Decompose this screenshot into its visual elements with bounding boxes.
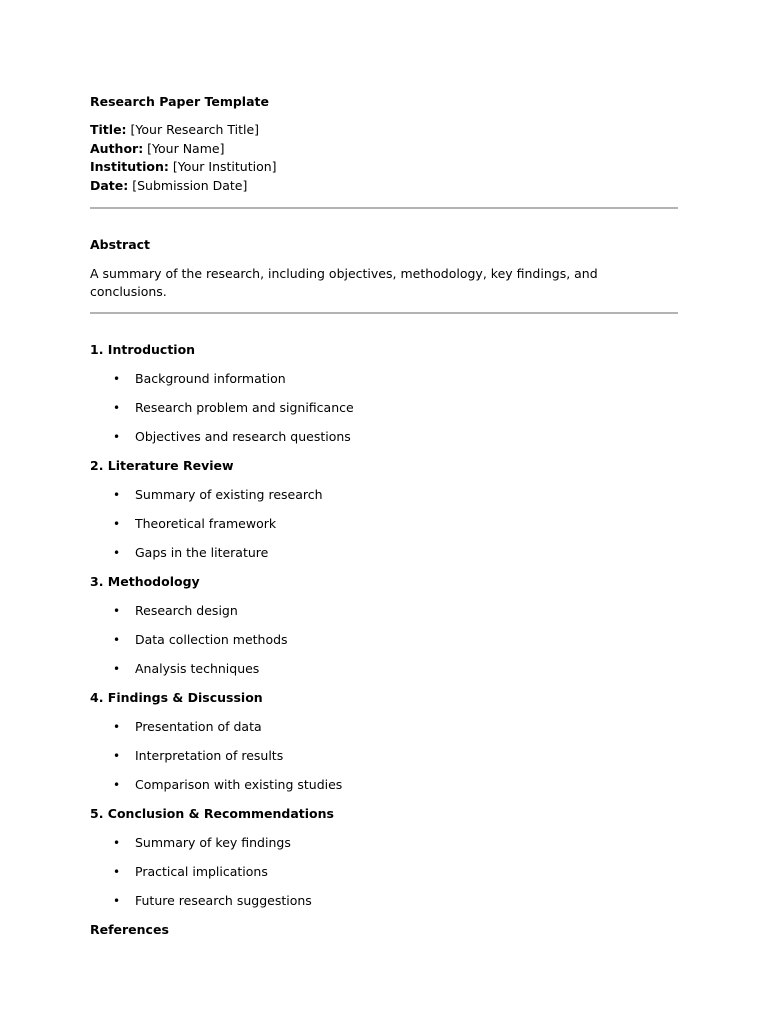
meta-value: [Your Name] <box>143 140 225 156</box>
meta-label: Institution: <box>90 159 169 174</box>
bullet-icon: • <box>113 662 121 676</box>
references-heading: References <box>90 922 169 937</box>
metadata-block <box>90 121 678 195</box>
list-item <box>90 370 678 388</box>
list-item <box>90 631 678 649</box>
bullet-icon: • <box>113 865 121 879</box>
list-item-text: Data collection methods <box>135 632 288 647</box>
section-heading: 4. Findings & Discussion <box>90 690 263 705</box>
meta-value: [Your Institution] <box>168 159 277 174</box>
bullet-icon: • <box>113 894 121 908</box>
list-item <box>90 892 678 910</box>
bullet-icon: • <box>113 749 121 763</box>
list-item <box>90 399 678 417</box>
list-item <box>90 776 678 794</box>
meta-value: [Submission Date] <box>128 177 248 193</box>
list-item <box>90 863 678 881</box>
divider <box>90 207 678 209</box>
list-item-text: Objectives and research questions <box>135 429 351 444</box>
list-item-text: Summary of existing research <box>135 487 323 502</box>
divider <box>90 312 678 314</box>
bullet-icon: • <box>113 778 121 792</box>
meta-label: Title: <box>90 122 127 137</box>
list-item-text: Research problem and significance <box>135 400 354 415</box>
document-title: Research Paper Template <box>90 94 269 109</box>
bullet-icon: • <box>113 488 121 502</box>
list-item-text: Research design <box>135 603 238 618</box>
section <box>90 573 678 678</box>
bullet-icon: • <box>113 836 121 850</box>
section-heading: 3. Methodology <box>90 574 200 589</box>
list-item-text: Background information <box>135 371 286 386</box>
meta-date-line <box>90 177 678 196</box>
abstract-text: A summary of the research, including objectives, methodology, key findings, and conclusions. <box>90 266 598 299</box>
list-item <box>90 660 678 678</box>
section <box>90 689 678 794</box>
section <box>90 805 678 910</box>
abstract-heading: Abstract <box>90 237 151 252</box>
bullet-list <box>90 718 678 794</box>
list-item <box>90 515 678 533</box>
list-item-text: Interpretation of results <box>135 748 284 763</box>
bullet-list <box>90 370 678 446</box>
meta-value: [Your Research Title] <box>126 122 260 137</box>
list-item <box>90 718 678 736</box>
list-item <box>90 602 678 620</box>
bullet-icon: • <box>113 430 121 444</box>
list-item-text: Future research suggestions <box>135 893 312 908</box>
section <box>90 457 678 562</box>
list-item <box>90 544 678 562</box>
list-item-text: Practical implications <box>135 864 268 879</box>
list-item-text: Theoretical framework <box>135 516 277 531</box>
section-heading: 2. Literature Review <box>90 458 234 473</box>
bullet-icon: • <box>113 720 121 734</box>
bullet-list <box>90 602 678 678</box>
list-item <box>90 834 678 852</box>
sections-container <box>90 341 678 910</box>
meta-title-line <box>90 121 678 140</box>
bullet-icon: • <box>113 401 121 415</box>
bullet-icon: • <box>113 372 121 386</box>
bullet-list <box>90 486 678 562</box>
section-heading: 5. Conclusion & Recommendations <box>90 806 334 821</box>
meta-label: Author: <box>90 140 144 156</box>
list-item-text: Comparison with existing studies <box>135 777 343 792</box>
bullet-icon: • <box>113 604 121 618</box>
bullet-icon: • <box>113 517 121 531</box>
list-item-text: Summary of key findings <box>135 835 291 850</box>
section <box>90 341 678 446</box>
list-item <box>90 486 678 504</box>
list-item-text: Presentation of data <box>135 719 262 734</box>
bullet-list <box>90 834 678 910</box>
meta-author-line <box>90 140 678 159</box>
meta-institution-line <box>90 158 678 177</box>
list-item <box>90 747 678 765</box>
list-item <box>90 428 678 446</box>
list-item-text: Gaps in the literature <box>135 545 269 560</box>
section-heading: 1. Introduction <box>90 342 196 357</box>
list-item-text: Analysis techniques <box>135 661 260 676</box>
bullet-icon: • <box>113 633 121 647</box>
meta-label: Date: <box>90 177 129 193</box>
bullet-icon: • <box>113 546 121 560</box>
